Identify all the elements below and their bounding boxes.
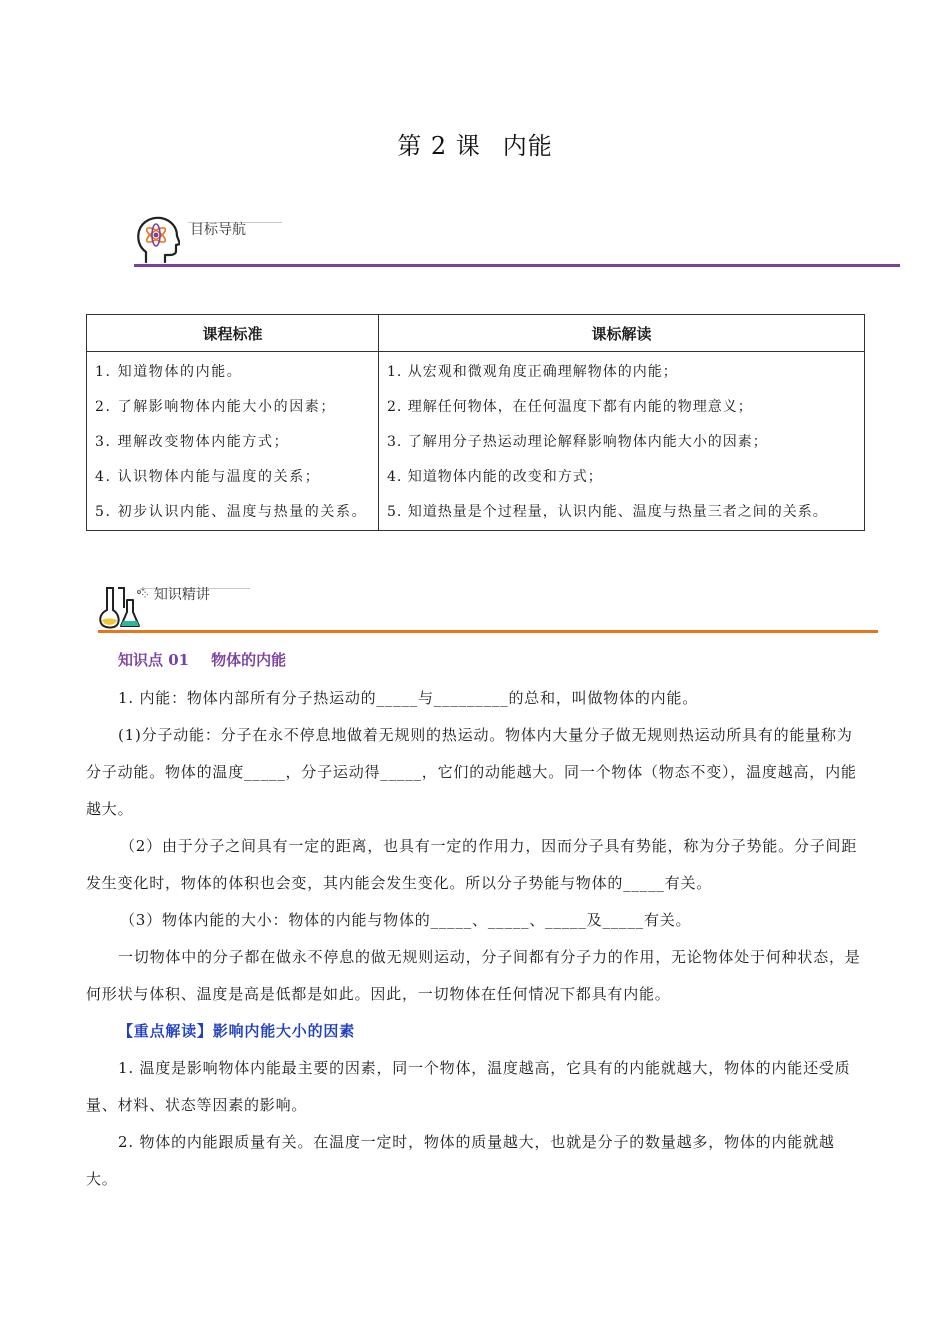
paragraph: (1)分子动能：分子在永不停息地做着无规则的热运动。物体内大量分子做无规则热运动所具有的能量称为分子动能。物体的温度_____，分子运动得_____，它们的动能越大。同一个物体（物态不变），温度越高，内能越大。 [86, 726, 857, 818]
knowledge-point-title: 物体的内能 [211, 651, 287, 669]
paragraph: （3）物体内能的大小：物体的内能与物体的_____、_____、_____及_____有关。 [120, 911, 692, 929]
page-title [0, 126, 950, 161]
sparkle-icon: ⁘ [140, 588, 154, 602]
interpretation-item: 1. 从宏观和微观角度正确理解物体的内能； [387, 364, 678, 380]
interpretation-item: 3. 了解用分子热运动理论解释影响物体内能大小的因素； [387, 434, 768, 450]
paragraph: （2）由于分子之间具有一定的距离，也具有一定的作用力，因而分子具有势能，称为分子势能。分子间距发生变化时，物体的体积也会变，其内能会发生变化。所以分子势能与物体的_____有关。 [86, 837, 858, 892]
table-header-standards: 课程标准 [87, 315, 379, 352]
paragraph: 一切物体中的分子都在做永不停息的做无规则运动，分子间都有分子力的作用，无论物体处于何种状态，是何形状与体积、温度是高是低都是如此。因此，一切物体在任何情况下都具有内能。 [86, 948, 861, 1003]
standards-table [86, 314, 865, 531]
standard-item: 3. 理解改变物体内能方式； [95, 434, 290, 450]
knowledge-point-heading [118, 649, 286, 670]
head-atom-icon [134, 214, 180, 264]
nav-section-rule [134, 264, 900, 267]
lesson-name: 内能 [502, 132, 553, 160]
knowledge-section-label-text: 知识精讲 [153, 587, 210, 603]
interpretation-cell [379, 352, 865, 531]
standard-item: 2. 了解影响物体内能大小的因素； [95, 399, 337, 415]
knowledge-section-rule [98, 630, 878, 633]
knowledge-point-number: 知识点 01 [118, 651, 190, 669]
standard-item: 5. 初步认识内能、温度与热量的关系。 [95, 504, 368, 520]
interpretation-item: 2. 理解任何物体，在任何温度下都有内能的物理意义； [387, 399, 753, 415]
interpretation-item: 4. 知道物体内能的改变和方式； [387, 469, 603, 485]
nav-section-label: 目标导航 [190, 222, 246, 238]
lesson-content [86, 680, 864, 1198]
standards-cell [87, 352, 379, 531]
standard-item: 4. 认识物体内能与温度的关系； [95, 469, 321, 485]
knowledge-section-label [140, 584, 210, 604]
key-paragraph: 1. 温度是影响物体内能最主要的因素，同一个物体，温度越高，它具有的内能就越大，物体的内能还受质量、材料、状态等因素的影响。 [86, 1059, 851, 1114]
flask-icon [98, 584, 146, 630]
paragraph: 1. 内能：物体内部所有分子热运动的_____与_________的总和，叫做物体的内能。 [118, 689, 699, 707]
key-paragraph: 2. 物体的内能跟质量有关。在温度一定时，物体的质量越大，也就是分子的数量越多，物体的内能就越大。 [86, 1133, 835, 1188]
standard-item: 1. 知道物体的内能。 [95, 364, 243, 380]
table-header-interpretation: 课标解读 [379, 315, 865, 352]
lesson-number: 第 2 课 [397, 132, 481, 160]
interpretation-item: 5. 知道热量是个过程量，认识内能、温度与热量三者之间的关系。 [387, 504, 828, 520]
key-point-heading: 【重点解读】影响内能大小的因素 [118, 1022, 356, 1040]
